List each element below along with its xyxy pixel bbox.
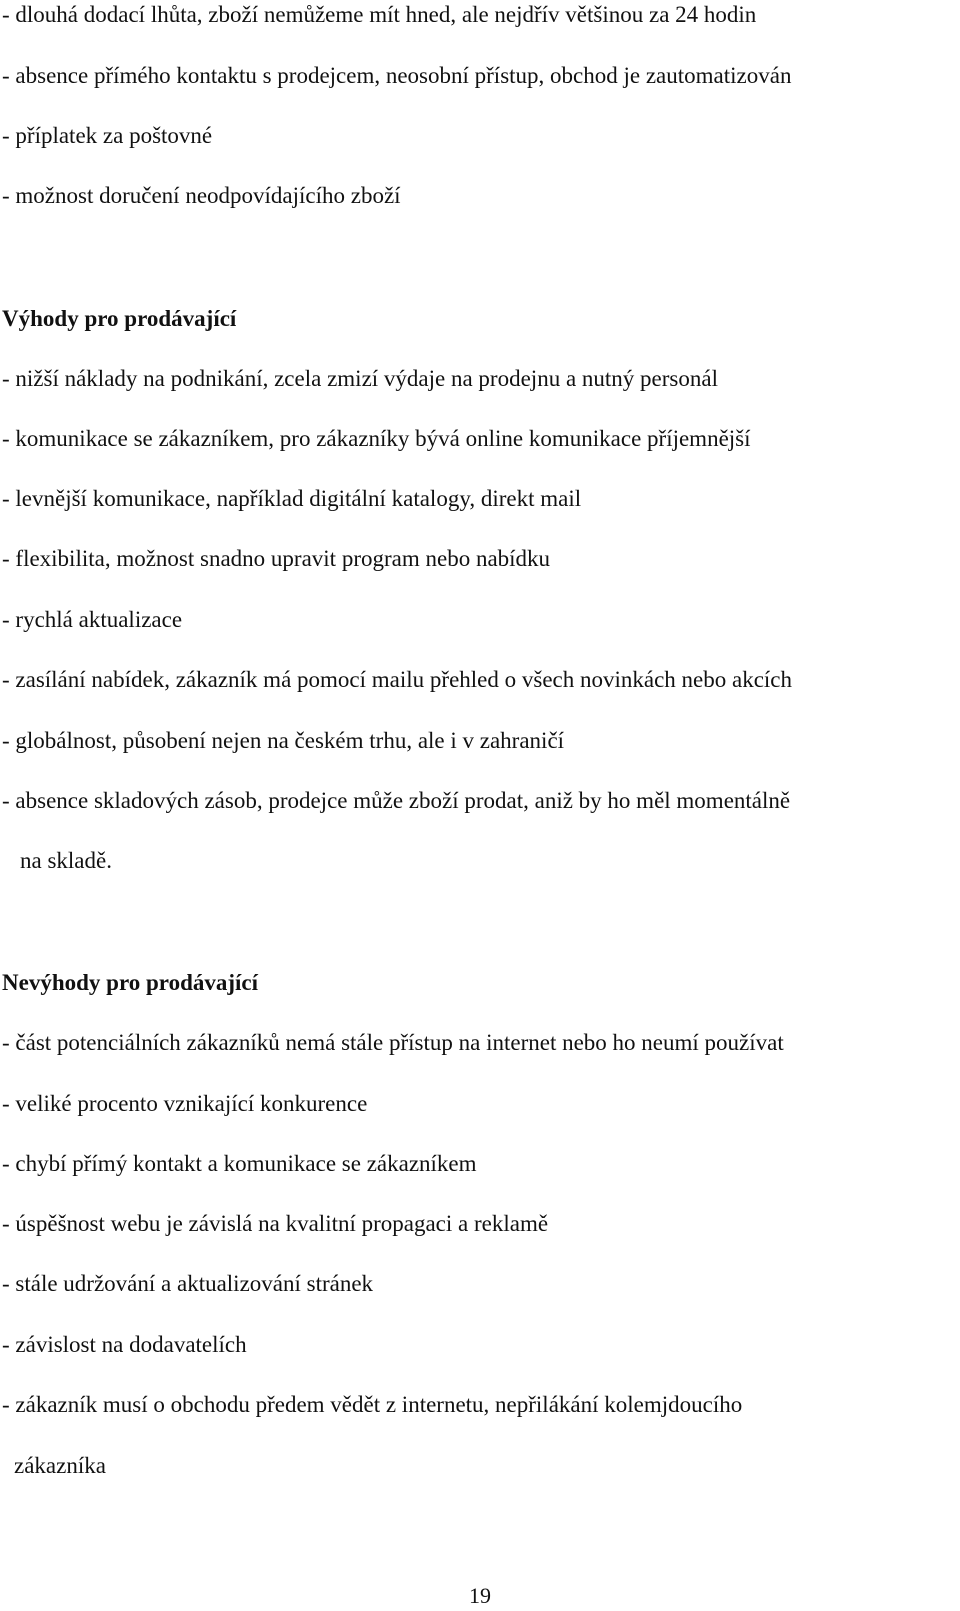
section-heading-disadvantages: Nevýhody pro prodávající [2,970,259,995]
list-item: - absence skladových zásob, prodejce může zboží prodat, aniž by ho měl momentálně [2,788,791,813]
page-number: 19 [469,1583,491,1608]
list-item: - absence přímého kontaktu s prodejcem, neosobní přístup, obchod je zautomatizován [2,63,792,88]
list-item: - závislost na dodavatelích [2,1332,247,1357]
list-item: - veliké procento vznikající konkurence [2,1091,368,1116]
list-item: - část potenciálních zákazníků nemá stále přístup na internet nebo ho neumí používat [2,1030,784,1055]
list-item: - příplatek za poštovné [2,123,213,148]
list-item: - nižší náklady na podnikání, zcela zmizí výdaje na prodejnu a nutný personál [2,366,718,391]
list-item: - rychlá aktualizace [2,607,183,632]
section-heading-advantages: Výhody pro prodávající [2,306,237,331]
list-item: - zasílání nabídek, zákazník má pomocí mailu přehled o všech novinkách nebo akcích [2,667,793,692]
list-item-continuation: zákazníka [14,1453,106,1478]
list-item: - komunikace se zákazníkem, pro zákazníky bývá online komunikace příjemnější [2,426,751,451]
list-item: - úspěšnost webu je závislá na kvalitní propagaci a reklamě [2,1211,549,1236]
list-item-continuation: na skladě. [20,848,112,873]
list-item: - stále udržování a aktualizování stránek [2,1271,374,1296]
list-item: - možnost doručení neodpovídajícího zboží [2,183,401,208]
list-item: - dlouhá dodací lhůta, zboží nemůžeme mít hned, ale nejdřív většinou za 24 hodin [2,2,757,27]
list-item: - globálnost, působení nejen na českém trhu, ale i v zahraničí [2,728,565,753]
list-item: - chybí přímý kontakt a komunikace se zákazníkem [2,1151,477,1176]
list-item: - zákazník musí o obchodu předem vědět z internetu, nepřilákání kolemjdoucího [2,1392,743,1417]
list-item: - levnější komunikace, například digitální katalogy, direkt mail [2,486,582,511]
list-item: - flexibilita, možnost snadno upravit program nebo nabídku [2,546,551,571]
